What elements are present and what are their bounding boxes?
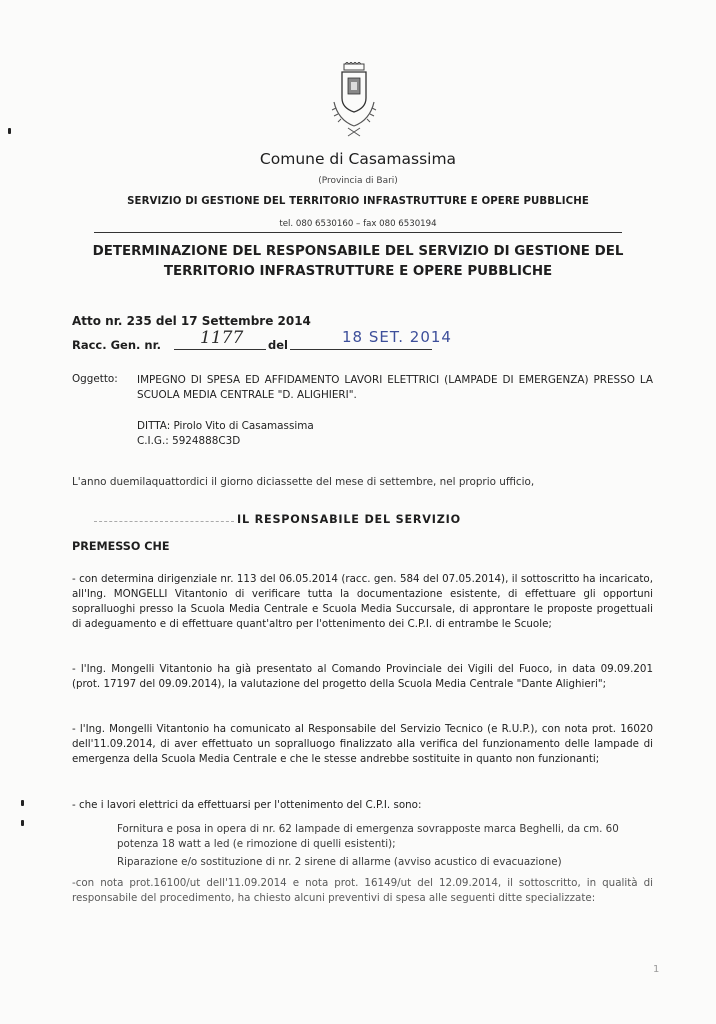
oggetto-text: IMPEGNO DI SPESA ED AFFIDAMENTO LAVORI ELETTRICI (LAMPADE DI EMERGENZA) PRESSO LA SCUOLA MEDIA CENTRALE "D. ALIGHIERI".	[137, 374, 653, 401]
paragraph-2: - l'Ing. Mongelli Vitantonio ha già presentato al Comando Provinciale dei Vigili del Fuoco, in data 09.09.201 (prot. 17197 del 09.09.2014), la valutazione del progetto della Scuola Media Centrale "Dante Alighieri";	[72, 663, 653, 690]
ditta-block	[137, 419, 314, 449]
premesso-heading: PREMESSO CHE	[72, 540, 170, 553]
comune-name: Comune di Casamassima	[259, 150, 457, 168]
date-stamp: 18 SET. 2014	[342, 328, 452, 346]
date-line	[290, 349, 432, 350]
header-divider	[94, 232, 622, 233]
scan-speck	[21, 820, 24, 826]
contact-info: tel. 080 6530160 – fax 080 6530194	[279, 219, 437, 229]
cig: C.I.G.: 5924888C3D	[137, 435, 241, 447]
dashed-rule	[94, 521, 234, 522]
racc-gen-label: Racc. Gen. nr.	[72, 338, 162, 352]
racc-gen-handwritten: 1177	[200, 328, 244, 348]
atto-number: Atto nr. 235 del 17 Settembre 2014	[72, 314, 311, 328]
title-line-2: TERRITORIO INFRASTRUTTURE E OPERE PUBBLICHE	[163, 264, 553, 279]
scan-speck	[21, 800, 24, 806]
list-item-2: Riparazione e/o sostituzione di nr. 2 sirene di allarme (avviso acustico di evacuazione)	[117, 856, 562, 868]
servizio-name: SERVIZIO DI GESTIONE DEL TERRITORIO INFRASTRUTTURE E OPERE PUBBLICHE	[127, 196, 589, 207]
paragraph-5: -con nota prot.16100/ut dell'11.09.2014 e nota prot. 16149/ut del 12.09.2014, il sottoscritto, in qualità di responsabile del procedimento, ha chiesto alcuni preventivi di spesa alle seguenti ditte specializzate:	[72, 877, 653, 904]
anno-line: L'anno duemilaquattordici il giorno diciassette del mese di settembre, nel proprio ufficio,	[72, 476, 535, 488]
page-number: 1	[653, 964, 660, 975]
scan-speck	[8, 128, 11, 134]
responsabile-heading: IL RESPONSABILE DEL SERVIZIO	[237, 513, 461, 526]
title-line-1: DETERMINAZIONE DEL RESPONSABILE DEL SERVIZIO DI GESTIONE DEL	[92, 244, 624, 259]
paragraph-3: - l'Ing. Mongelli Vitantonio ha comunicato al Responsabile del Servizio Tecnico (e R.U.P.), con nota prot. 16020 dell'11.09.2014, di aver effettuato un sopralluogo finalizzato alla verifica del funzionamento delle lampade di emergenza della Scuola Media Centrale e che le stesse andrebbe sostituite in quanto non funzionanti;	[72, 723, 653, 765]
coat-of-arms-icon	[326, 62, 382, 138]
racc-gen-line	[174, 349, 266, 350]
list-item-1: Fornitura e posa in opera di nr. 62 lampade di emergenza sovrapposte marca Beghelli, da cm. 60 potenza 18 watt a led (e rimozione di quelli esistenti);	[117, 823, 619, 850]
paragraph-4: - che i lavori elettrici da effettuarsi per l'ottenimento del C.P.I. sono:	[72, 799, 422, 811]
ditta: DITTA: Pirolo Vito di Casamassima	[137, 420, 314, 432]
paragraph-1: - con determina dirigenziale nr. 113 del 06.05.2014 (racc. gen. 584 del 07.05.2014), il sottoscritto ha incaricato, all'Ing. MONGELLI Vitantonio di verificare tutta la documentazione esistente, di effettuare gli opportuni sopralluoghi presso la Scuola Media Centrale e Scuola Media Succursale, di approntare le proposte progettuali di adeguamento e di effettuare quant'altro per l'ottenimento dei C.P.I. di entrambe le Scuole;	[72, 573, 653, 630]
document-title	[0, 242, 716, 282]
oggetto-label: Oggetto:	[72, 373, 118, 385]
provincia: (Provincia di Bari)	[318, 176, 398, 186]
del-label: del	[268, 338, 288, 352]
